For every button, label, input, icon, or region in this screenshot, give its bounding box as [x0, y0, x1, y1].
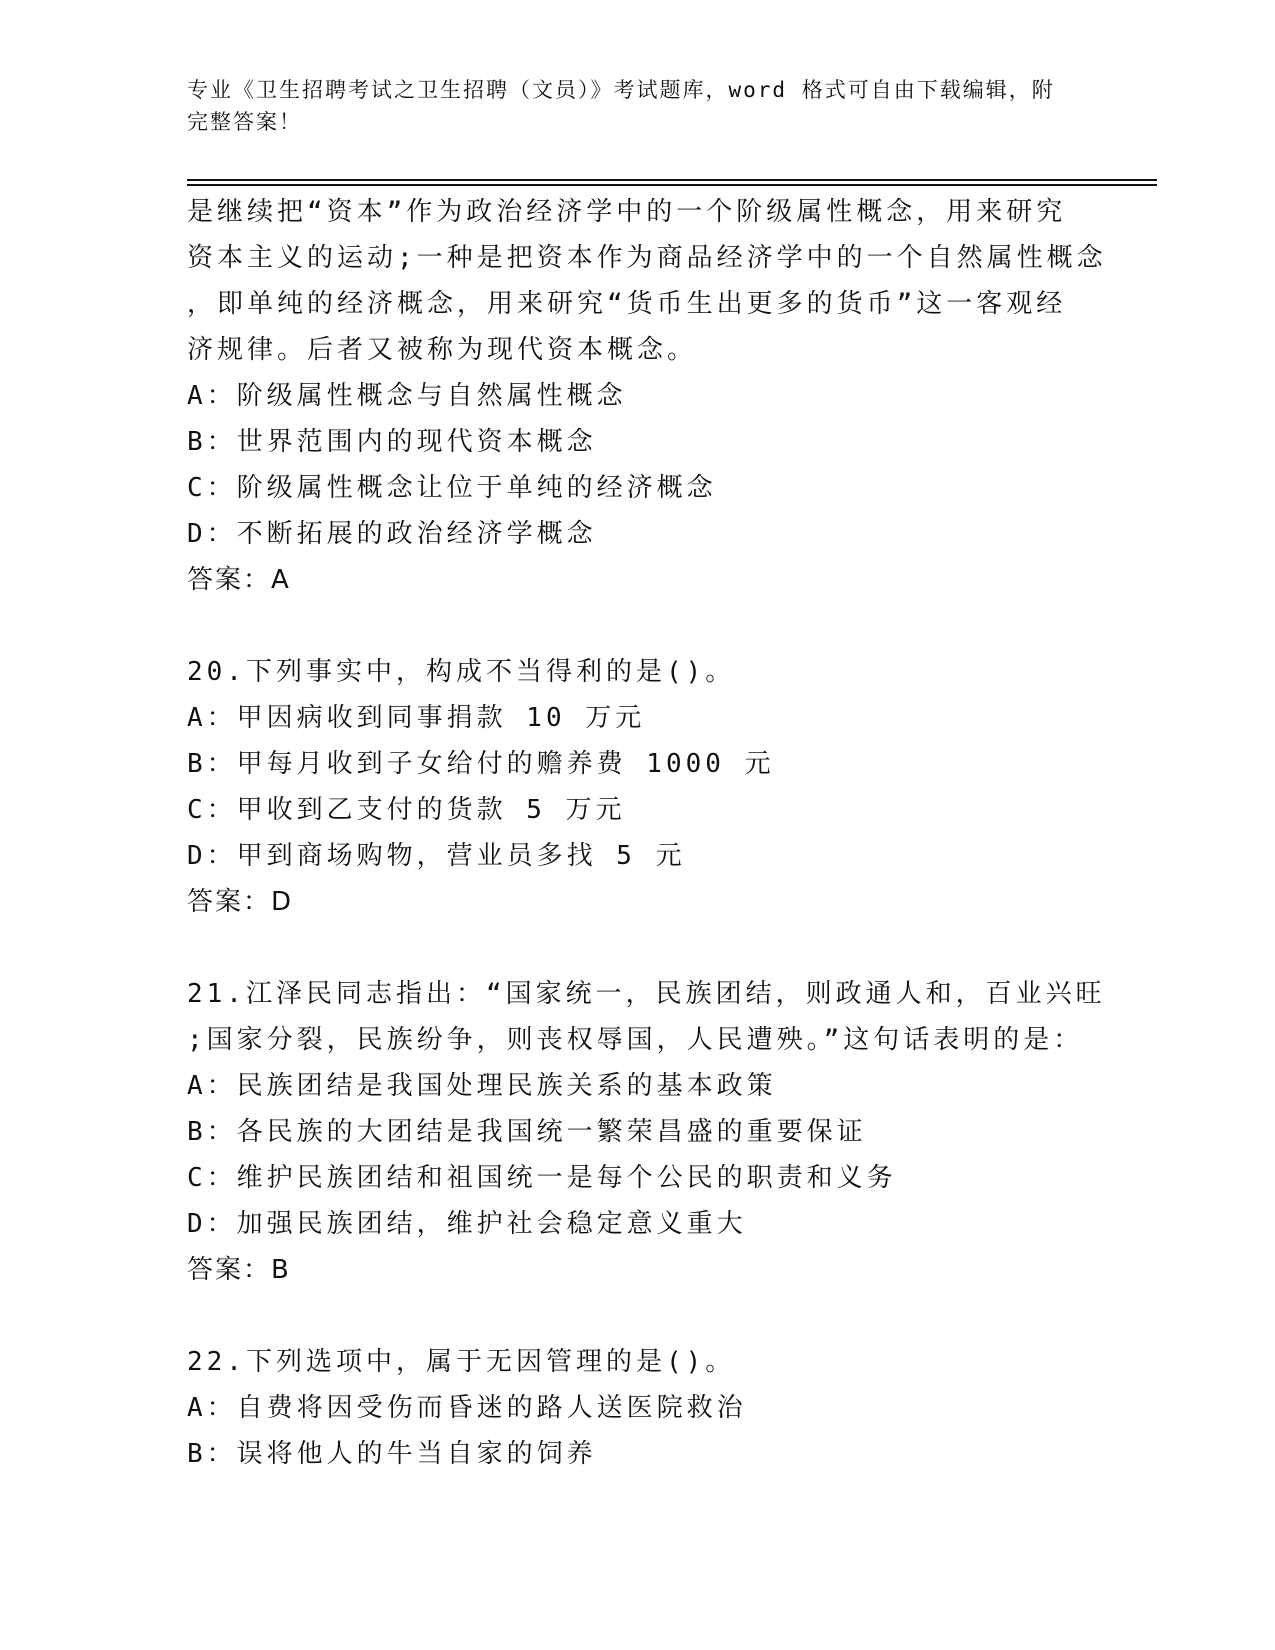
option-c: C：甲收到乙支付的货款 5 万元	[187, 795, 626, 825]
option-a: A：民族团结是我国处理民族关系的基本政策	[187, 1071, 777, 1101]
option-b: B：误将他人的牛当自家的饲养	[187, 1439, 597, 1469]
document-header: 专业《卫生招聘考试之卫生招聘（文员）》考试题库，word 格式可自由下载编辑，附完整答案！	[187, 78, 1055, 134]
option-d: D：甲到商场购物，营业员多找 5 元	[187, 841, 686, 871]
answer-label: 答案：D	[187, 887, 294, 917]
spacer	[187, 603, 1087, 649]
option-a: A：自费将因受伤而昏迷的路人送医院救治	[187, 1393, 747, 1423]
question-content	[187, 189, 1107, 1477]
option-b: B：甲每月收到子女给付的赡养费 1000 元	[187, 749, 775, 779]
question-text-line: ，即单纯的经济概念，用来研究“货币生出更多的货币”这一客观经	[187, 289, 1067, 319]
header-rule-top	[187, 179, 1157, 181]
header-rule-bottom	[187, 184, 1157, 186]
question-block-21	[187, 971, 1106, 1293]
option-a: A：阶级属性概念与自然属性概念	[187, 381, 627, 411]
option-d: D：加强民族团结，维护社会稳定意义重大	[187, 1209, 747, 1239]
option-c: C：维护民族团结和祖国统一是每个公民的职责和义务	[187, 1163, 897, 1193]
question-text-line: 是继续把“资本”作为政治经济学中的一个阶级属性概念，用来研究	[187, 197, 1067, 227]
option-c: C：阶级属性概念让位于单纯的经济概念	[187, 473, 717, 503]
question-text-line: 资本主义的运动;一种是把资本作为商品经济学中的一个自然属性概念	[187, 243, 1107, 273]
spacer	[187, 1293, 1087, 1339]
option-b: B：各民族的大团结是我国统一繁荣昌盛的重要保证	[187, 1117, 867, 1147]
question-block-19	[187, 189, 1107, 603]
spacer	[187, 925, 1087, 971]
question-block-22	[187, 1339, 1087, 1477]
question-title: 21.江泽民同志指出：“国家统一，民族团结，则政通人和，百业兴旺	[187, 979, 1106, 1009]
question-text-line: ;国家分裂，民族纷争，则丧权辱国，人民遭殃。”这句话表明的是：	[187, 1025, 1084, 1055]
answer-label: 答案：A	[187, 565, 291, 595]
question-title: 22.下列选项中，属于无因管理的是()。	[187, 1347, 736, 1377]
answer-label: 答案：B	[187, 1255, 291, 1285]
question-text-line: 济规律。后者又被称为现代资本概念。	[187, 335, 698, 365]
option-d: D：不断拓展的政治经济学概念	[187, 519, 597, 549]
option-b: B：世界范围内的现代资本概念	[187, 427, 597, 457]
option-a: A：甲因病收到同事捐款 10 万元	[187, 703, 646, 733]
question-block-20	[187, 649, 1087, 925]
question-title: 20.下列事实中，构成不当得利的是()。	[187, 657, 736, 687]
